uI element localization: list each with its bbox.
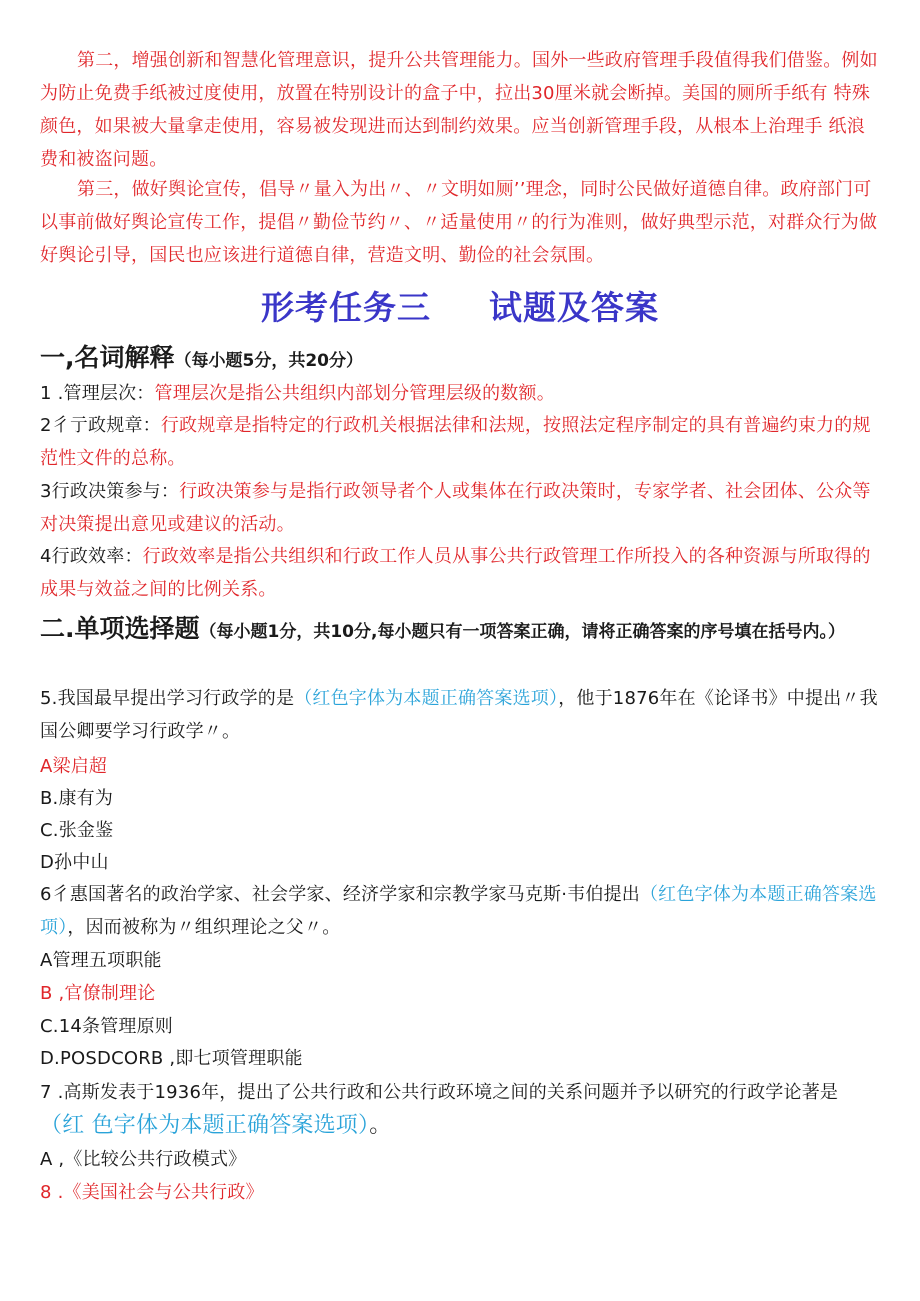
paragraph-third: 第三，做好舆论宣传，倡导〃量入为出〃、〃文明如厕’’理念，同时公民做好道德自律。政府部门可以事前做好舆论宣传工作，提倡〃勤俭节约〃、〃适量使用〃的行为准则，做好典型示范，对群众行为做好舆论引导，国民也应该进行道德自律，营造文明、勤俭的社会氛围。 (40, 179, 878, 266)
option: C.张金鉴 (40, 820, 114, 841)
question-text: 7 .高斯发表于1936年，提出了公共行政和公共行政环境之间的关系问题并予以研究的行政学论著是 (40, 1082, 839, 1103)
option-correct: A梁启超 (40, 756, 108, 777)
term-definition: 行政决策参与是指行政领导者个人或集体在行政决策时，专家学者、社会团体、公众等对决策提出意见或建议的活动。 (40, 481, 871, 535)
question-5 (40, 682, 882, 748)
option: A管理五项职能 (40, 950, 162, 971)
title-left: 形考任务三 (261, 288, 431, 327)
question-6 (40, 878, 882, 944)
option: C.14条管理原则 (40, 1016, 173, 1037)
term-definition: 管理层次是指公共组织内部划分管理层级的数额。 (154, 383, 555, 404)
title-right: 试题及答案 (489, 288, 659, 327)
term-definition: 行政规章是指特定的行政机关根据法律和法规，按照法定程序制定的具有普遍约束力的规 范性文件的总称。 (40, 415, 871, 469)
section2-title: 二.单项选择题 (40, 614, 200, 643)
option: D孙中山 (40, 852, 109, 873)
question-text-tail: 。 (369, 1113, 392, 1138)
term-label: 2彳亍政规章： (40, 415, 161, 436)
question-text-tail: ，因而被称为〃组织理论之父〃。 (67, 917, 341, 938)
term-item (40, 475, 882, 541)
term-label: 4行政效率： (40, 546, 143, 567)
question-7 (40, 1076, 882, 1143)
section1-title: 一,名词解释 (40, 343, 175, 372)
term-definition: 行政效率是指公共组织和行政工作人员从事公共行政管理工作所投入的各种资源与所取得的成果与效益之间的比例关系。 (40, 546, 871, 600)
answer-blank: （红色字体为本题正确答案选 项） (40, 884, 877, 938)
paragraph-second (40, 44, 882, 176)
option: B.康有为 (40, 788, 114, 809)
section1-heading (40, 341, 882, 378)
option: D.POSDCORB ,即七项管理职能 (40, 1048, 303, 1069)
term-label: 1 .管理层次： (40, 383, 155, 404)
option: A ,《比较公共行政模式》 (40, 1149, 247, 1170)
option-correct: B ,官僚制理论 (40, 983, 156, 1004)
paragraph-second-body: 国外一些政府管理手段值得我们借鉴。例如为防止免费手纸被过度使用，放置在特别设计的盒子中，拉出30厘米就会断掉。美国的厕所手纸有 特殊颜色，如果被大量拿走使用，容易被发现进而达到制约效果。应当创新管理手段，从根本上治理手 纸浪费和被盗问题。 (40, 50, 878, 170)
option-correct: 8 .《美国社会与公共行政》 (40, 1182, 264, 1203)
page-title (0, 282, 920, 329)
question-text: 5.我国最早提出学习行政学的是 (40, 688, 295, 709)
answer-blank: （红 色字体为本题正确答案选项） (40, 1113, 370, 1138)
term-label: 3行政决策参与： (40, 481, 180, 502)
term-item (40, 409, 882, 475)
answer-blank: （红色字体为本题正确答案选项） (294, 688, 559, 709)
section2-note: （每小题1分，共10分,每小题只有一项答案正确，请将正确答案的序号填在括号内。） (199, 622, 845, 642)
question-text-tail: ，他于1876年在《论译书》中提出〃我 国公卿要学习行政学〃。 (40, 688, 878, 742)
question-text: 6彳惠国著名的政治学家、社会学家、经济学家和宗教学家马克斯·韦伯提出 (40, 884, 640, 905)
paragraph-second-lead: 第二，增强创新和智慧化管理意识，提升公共管理能力。 (77, 50, 532, 71)
section2-heading (40, 612, 882, 649)
term-item (40, 540, 882, 606)
section1-note: （每小题5分，共20分） (174, 351, 363, 371)
term-item (40, 377, 882, 410)
